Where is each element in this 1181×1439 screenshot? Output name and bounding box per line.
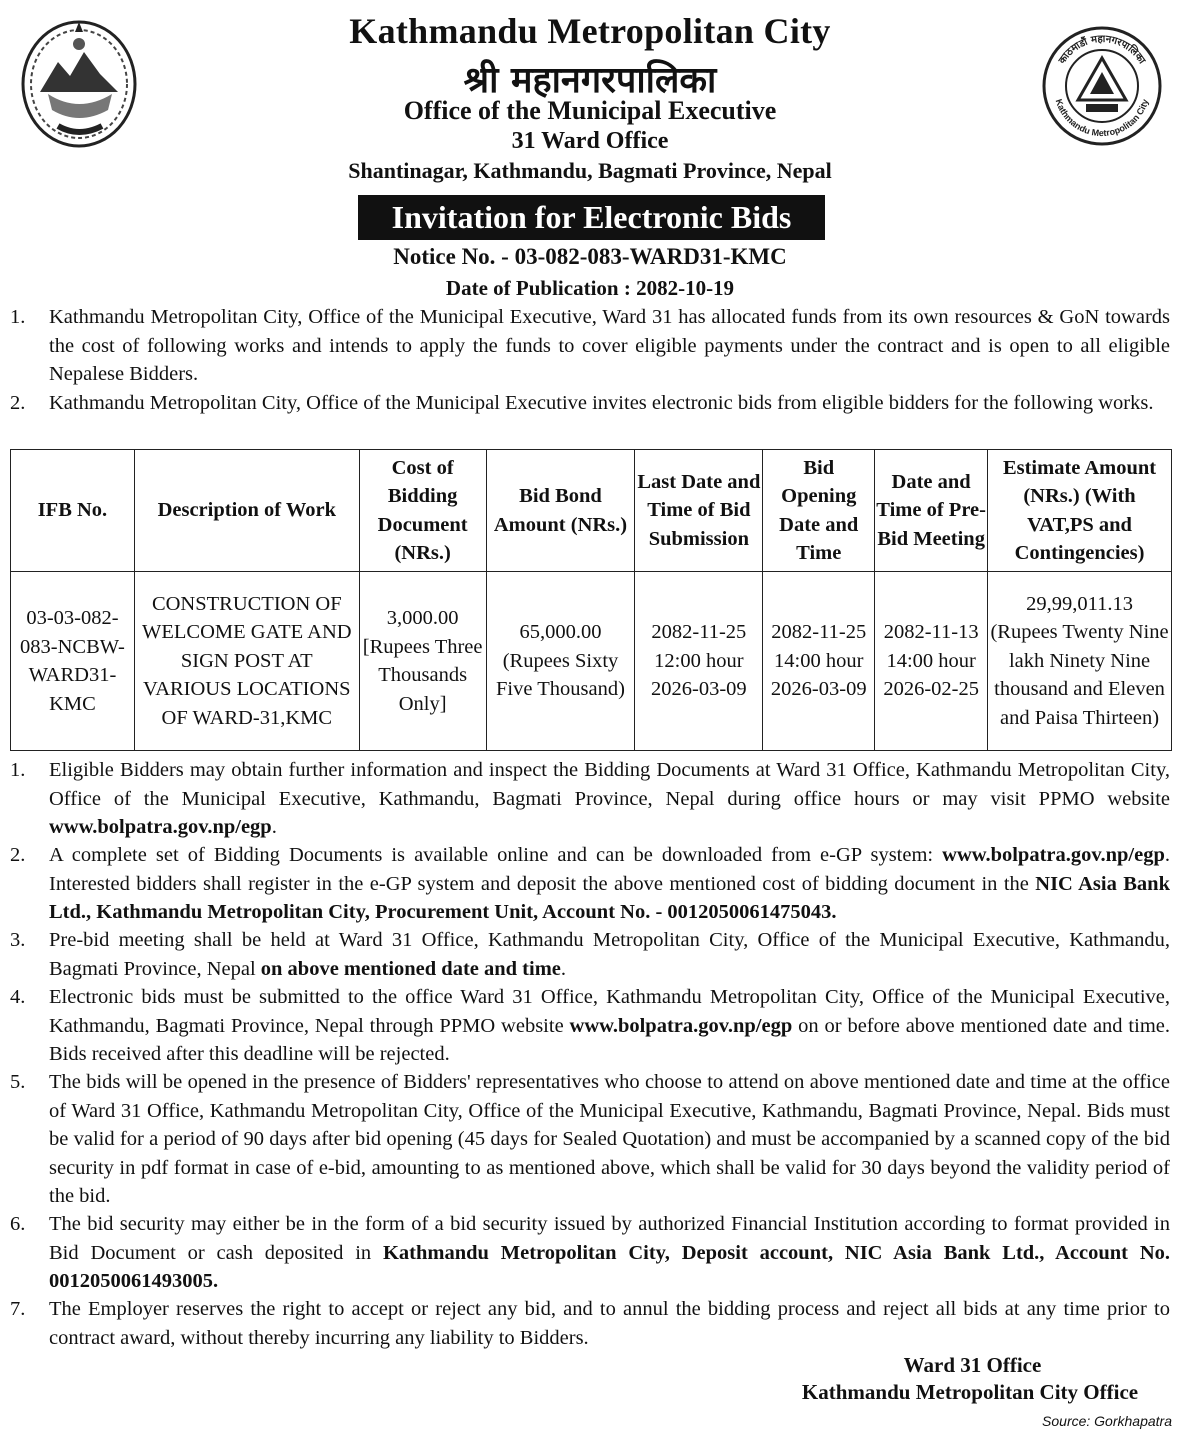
- paragraph-text: Kathmandu Metropolitan City, Office of the Municipal Executive, Ward 31 has allocated funds from its own resources & GoN towards the cost of following works and intends to apply the funds to cover eligible payments under the contract and is open to all eligible Nepalese Bidders.: [49, 306, 1170, 385]
- header-estimate: Estimate Amount (NRs.) (With VAT,PS and Contingencies): [988, 450, 1172, 572]
- seal-top-text: काठमाडौं महानगरपालिका: [1056, 33, 1148, 67]
- term-number: 2.: [10, 844, 26, 866]
- term-item: [10, 1295, 1170, 1352]
- table-row: [11, 572, 1172, 751]
- source-credit: Source: Gorkhapatra: [1042, 1413, 1172, 1429]
- cell-ifb-no: 03-03-082-083-NCBW-WARD31-KMC: [11, 572, 135, 751]
- cell-opening: [763, 572, 875, 751]
- term-bold: Kathmandu Metropolitan City, Deposit account, NIC Asia Bank Ltd., Account No. 0012050061493005.: [49, 1241, 1170, 1292]
- estimate-words: (Rupees Twenty Nine lakh Ninety Nine thousand and Eleven and Paisa Thirteen): [990, 621, 1169, 729]
- paragraph-number: 1.: [10, 306, 26, 328]
- cell-submission: [635, 572, 763, 751]
- header-submission: Last Date and Time of Bid Submission: [635, 450, 763, 572]
- intro-paragraph: [10, 389, 1170, 418]
- cell-prebid: [875, 572, 988, 751]
- term-bold: on above mentioned date and time: [260, 957, 561, 980]
- signature-city-office: Kathmandu Metropolitan City Office: [801, 1380, 1139, 1404]
- term-item: [10, 1068, 1170, 1211]
- notice-number: Notice No. - 03-082-083-WARD31-KMC: [393, 244, 787, 269]
- notice-title-banner: Invitation for Electronic Bids: [358, 195, 825, 240]
- signature-ward-office: Ward 31 Office: [903, 1353, 1042, 1377]
- cell-description: CONSTRUCTION OF WELCOME GATE AND SIGN POST AT VARIOUS LOCATIONS OF WARD-31,KMC: [134, 572, 359, 751]
- term-text: The Employer reserves the right to accept or reject any bid, and to annul the bidding process and reject all bids at any time prior to contract award, without thereby incurring any liability to Bidders.: [49, 1298, 1170, 1349]
- seal-bottom-text: Kathmandu Metropolitan City: [1053, 97, 1151, 139]
- term-number: 6.: [10, 1213, 26, 1235]
- office-name: Office of the Municipal Executive: [403, 96, 777, 125]
- term-text: Pre-bid meeting shall be held at Ward 31 Office, Kathmandu Metropolitan City, Office of the Municipal Executive, Kathmandu, Bagmati Province, Nepal on above mentioned date and time.: [49, 929, 1170, 980]
- prebid-date-ad: 2026-02-25: [883, 678, 979, 701]
- city-title: Kathmandu Metropolitan City: [349, 11, 831, 51]
- term-number: 4.: [10, 986, 26, 1008]
- ward-office: 31 Ward Office: [511, 128, 669, 154]
- term-text: Eligible Bidders may obtain further information and inspect the Bidding Documents at Ward 31 Office, Kathmandu Metropolitan City, Office of the Municipal Executive, Kathmandu, Bagmati Province, Nepal during office hours or may visit PPMO website www.bolpatra.gov.np/egp.: [49, 759, 1170, 838]
- submission-date-bs: 2082-11-25: [651, 621, 747, 644]
- cost-doc-words: [Rupees Three Thousands Only]: [362, 635, 483, 715]
- term-text: The bid security may either be in the form of a bid security issued by authorized Financial Institution according to format provided in Bid Document or cash deposited in Kathmandu Metropolitan City, Deposit account, NIC Asia Bank Ltd., Account No. 0012050061493005.: [49, 1213, 1170, 1292]
- header-opening: Bid Opening Date and Time: [763, 450, 875, 572]
- estimate-amount: 29,99,011.13: [1026, 592, 1133, 615]
- term-number: 1.: [10, 759, 26, 781]
- intro-paragraph: [10, 303, 1170, 389]
- term-item: [10, 983, 1170, 1069]
- term-item: [10, 841, 1170, 927]
- term-bold: www.bolpatra.gov.np/egp: [569, 1014, 793, 1037]
- term-number: 5.: [10, 1071, 26, 1093]
- cell-estimate: [988, 572, 1172, 751]
- table-header-row: [11, 450, 1172, 572]
- term-number: 7.: [10, 1298, 26, 1320]
- term-bold: NIC Asia Bank Ltd., Kathmandu Metropolitan City, Procurement Unit, Account No. - 0012050061475043.: [49, 872, 1170, 923]
- header-description: Description of Work: [134, 450, 359, 572]
- header-prebid: Date and Time of Pre-Bid Meeting: [875, 450, 988, 572]
- office-address: Shantinagar, Kathmandu, Bagmati Province, Nepal: [348, 158, 832, 183]
- prebid-date-bs: 2082-11-13: [883, 621, 979, 644]
- paragraph-number: 2.: [10, 392, 26, 414]
- header-cost-doc: Cost of Bidding Document (NRs.): [359, 450, 486, 572]
- kmc-seal-icon: [1040, 24, 1164, 148]
- opening-date-bs: 2082-11-25: [771, 621, 867, 644]
- header-bid-bond: Bid Bond Amount (NRs.): [486, 450, 635, 572]
- submission-time: 12:00 hour: [654, 649, 744, 672]
- publication-date: Date of Publication : 2082-10-19: [445, 276, 735, 300]
- nepal-emblem-icon: [18, 14, 140, 152]
- term-bold: www.bolpatra.gov.np/egp: [49, 816, 272, 838]
- cost-doc-amount: 3,000.00: [386, 607, 459, 629]
- term-text: The bids will be opened in the presence of Bidders' representatives who choose to attend on above mentioned date and time at the office of Ward 31 Office, Kathmandu Metropolitan City, Office of the Municipal Executive, Kathmandu, Bagmati Province, Nepal. Bids must be valid for a period of 90 days after bid opening (45 days for Sealed Quotation) and must be accompanied by a scanned copy of the bid security in pdf format in case of e-bid, amounting to as mentioned above, which shall be valid for 30 days beyond the validity period of the bid.: [49, 1071, 1170, 1207]
- city-title-nepali: श्री महानगरपालिका: [463, 60, 717, 101]
- cell-bid-bond: [486, 572, 635, 751]
- opening-time: 14:00 hour: [774, 649, 864, 672]
- term-item: [10, 756, 1170, 842]
- opening-date-ad: 2026-03-09: [770, 678, 867, 701]
- paragraph-text: Kathmandu Metropolitan City, Office of the Municipal Executive invites electronic bids from eligible bidders for the following works.: [49, 392, 1154, 414]
- term-item: [10, 1210, 1170, 1296]
- header-ifb-no: IFB No.: [11, 450, 135, 572]
- bid-bond-words: (Rupees Sixty Five Thousand): [496, 649, 625, 701]
- term-item: [10, 926, 1170, 983]
- term-bold: www.bolpatra.gov.np/egp: [942, 844, 1165, 866]
- bids-table: [10, 449, 1172, 751]
- cell-cost-doc: [359, 572, 486, 751]
- term-number: 3.: [10, 929, 26, 951]
- term-text: A complete set of Bidding Documents is available online and can be downloaded from e-GP system: www.bolpatra.gov.np/egp. Interested bidders shall register in the e-GP system and deposit the above mentioned cost of bidding document in the NIC Asia Bank Ltd., Kathmandu Metropolitan City, Procurement Unit, Account No. - 0012050061475043.: [49, 844, 1170, 923]
- term-text: Electronic bids must be submitted to the office Ward 31 Office, Kathmandu Metropolitan City, Office of the Municipal Executive, Kathmandu, Bagmati Province, Nepal through PPMO website www.bolpatra.gov.np/egp on or before above mentioned date and time. Bids received after this deadline will be rejected.: [49, 986, 1170, 1065]
- submission-date-ad: 2026-03-09: [651, 678, 747, 701]
- bid-bond-amount: 65,000.00: [519, 621, 602, 644]
- prebid-time: 14:00 hour: [886, 649, 976, 672]
